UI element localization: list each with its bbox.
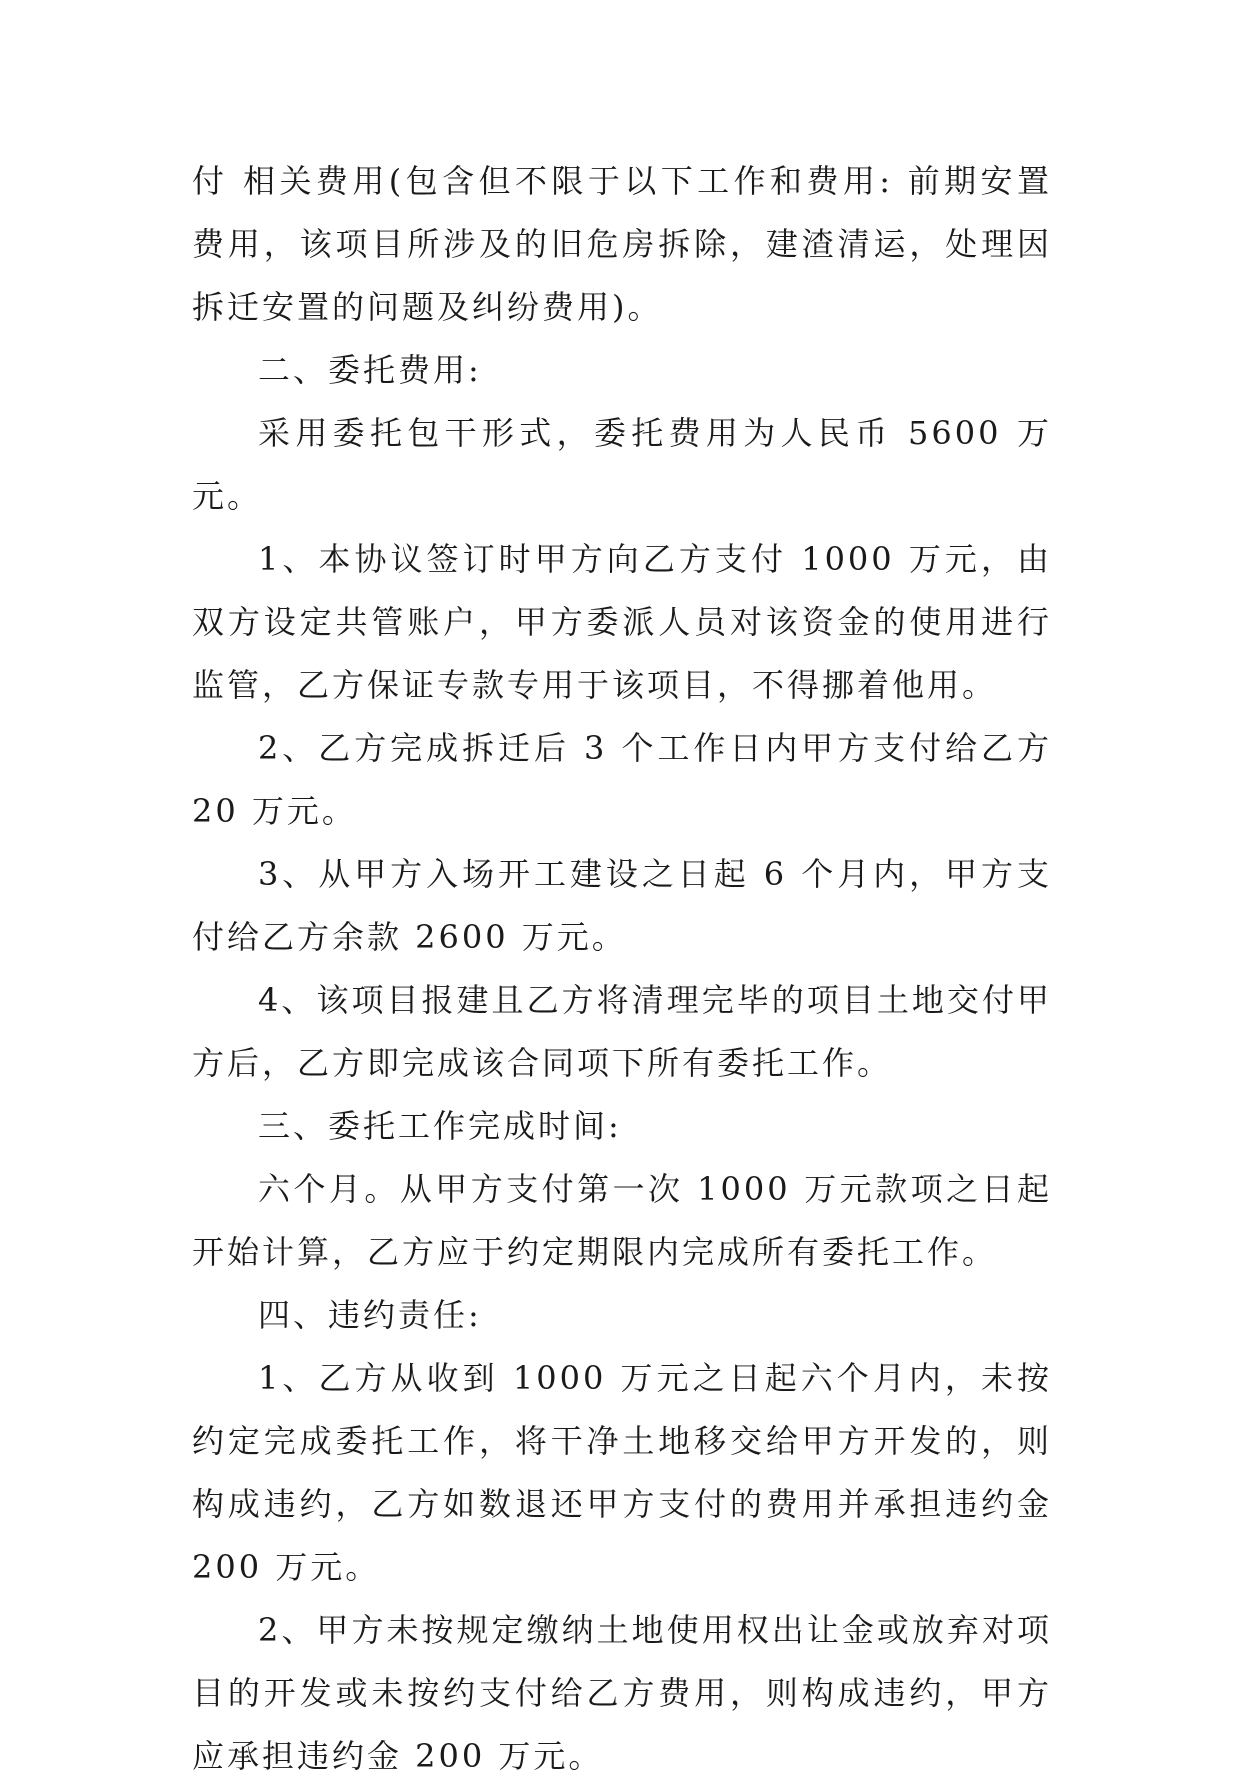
paragraph-fee-total: 采用委托包干形式，委托费用为人民币 5600 万元。 [192, 414, 1052, 515]
section-heading-breach: 四、违约责任: [258, 1296, 482, 1334]
section-heading-completion-time: 三、委托工作完成时间: [258, 1107, 622, 1145]
paragraph-completion-time: 六个月。从甲方支付第一次 1000 万元款项之日起开始计算，乙方应于约定期限内完成所有委托工作。 [192, 1170, 1052, 1271]
document-page [192, 150, 1052, 1788]
section-heading-fees: 二、委托费用: [258, 351, 482, 389]
paragraph-continuation: 付 相关费用(包含但不限于以下工作和费用: 前期安置费用，该项目所涉及的旧危房拆除，建渣清运，处理因拆迁安置的问题及纠纷费用)。 [192, 162, 1052, 326]
paragraph-fee-item-3: 3、从甲方入场开工建设之日起 6 个月内，甲方支付给乙方余款 2600 万元。 [192, 855, 1052, 956]
paragraph-breach-item-1: 1、乙方从收到 1000 万元之日起六个月内，未按约定完成委托工作，将干净土地移交给甲方开发的，则构成违约，乙方如数退还甲方支付的费用并承担违约金 200 万元。 [192, 1359, 1052, 1586]
paragraph-fee-item-1: 1、本协议签订时甲方向乙方支付 1000 万元，由双方设定共管账户，甲方委派人员对该资金的使用进行监管，乙方保证专款专用于该项目，不得挪着他用。 [192, 540, 1052, 704]
paragraph-fee-item-4: 4、该项目报建且乙方将清理完毕的项目土地交付甲方后，乙方即完成该合同项下所有委托工作。 [192, 981, 1052, 1082]
paragraph-fee-item-2: 2、乙方完成拆迁后 3 个工作日内甲方支付给乙方 20 万元。 [192, 729, 1052, 830]
paragraph-breach-item-2: 2、甲方未按规定缴纳土地使用权出让金或放弃对项目的开发或未按约支付给乙方费用，则构成违约，甲方应承担违约金 200 万元。 [192, 1611, 1052, 1775]
